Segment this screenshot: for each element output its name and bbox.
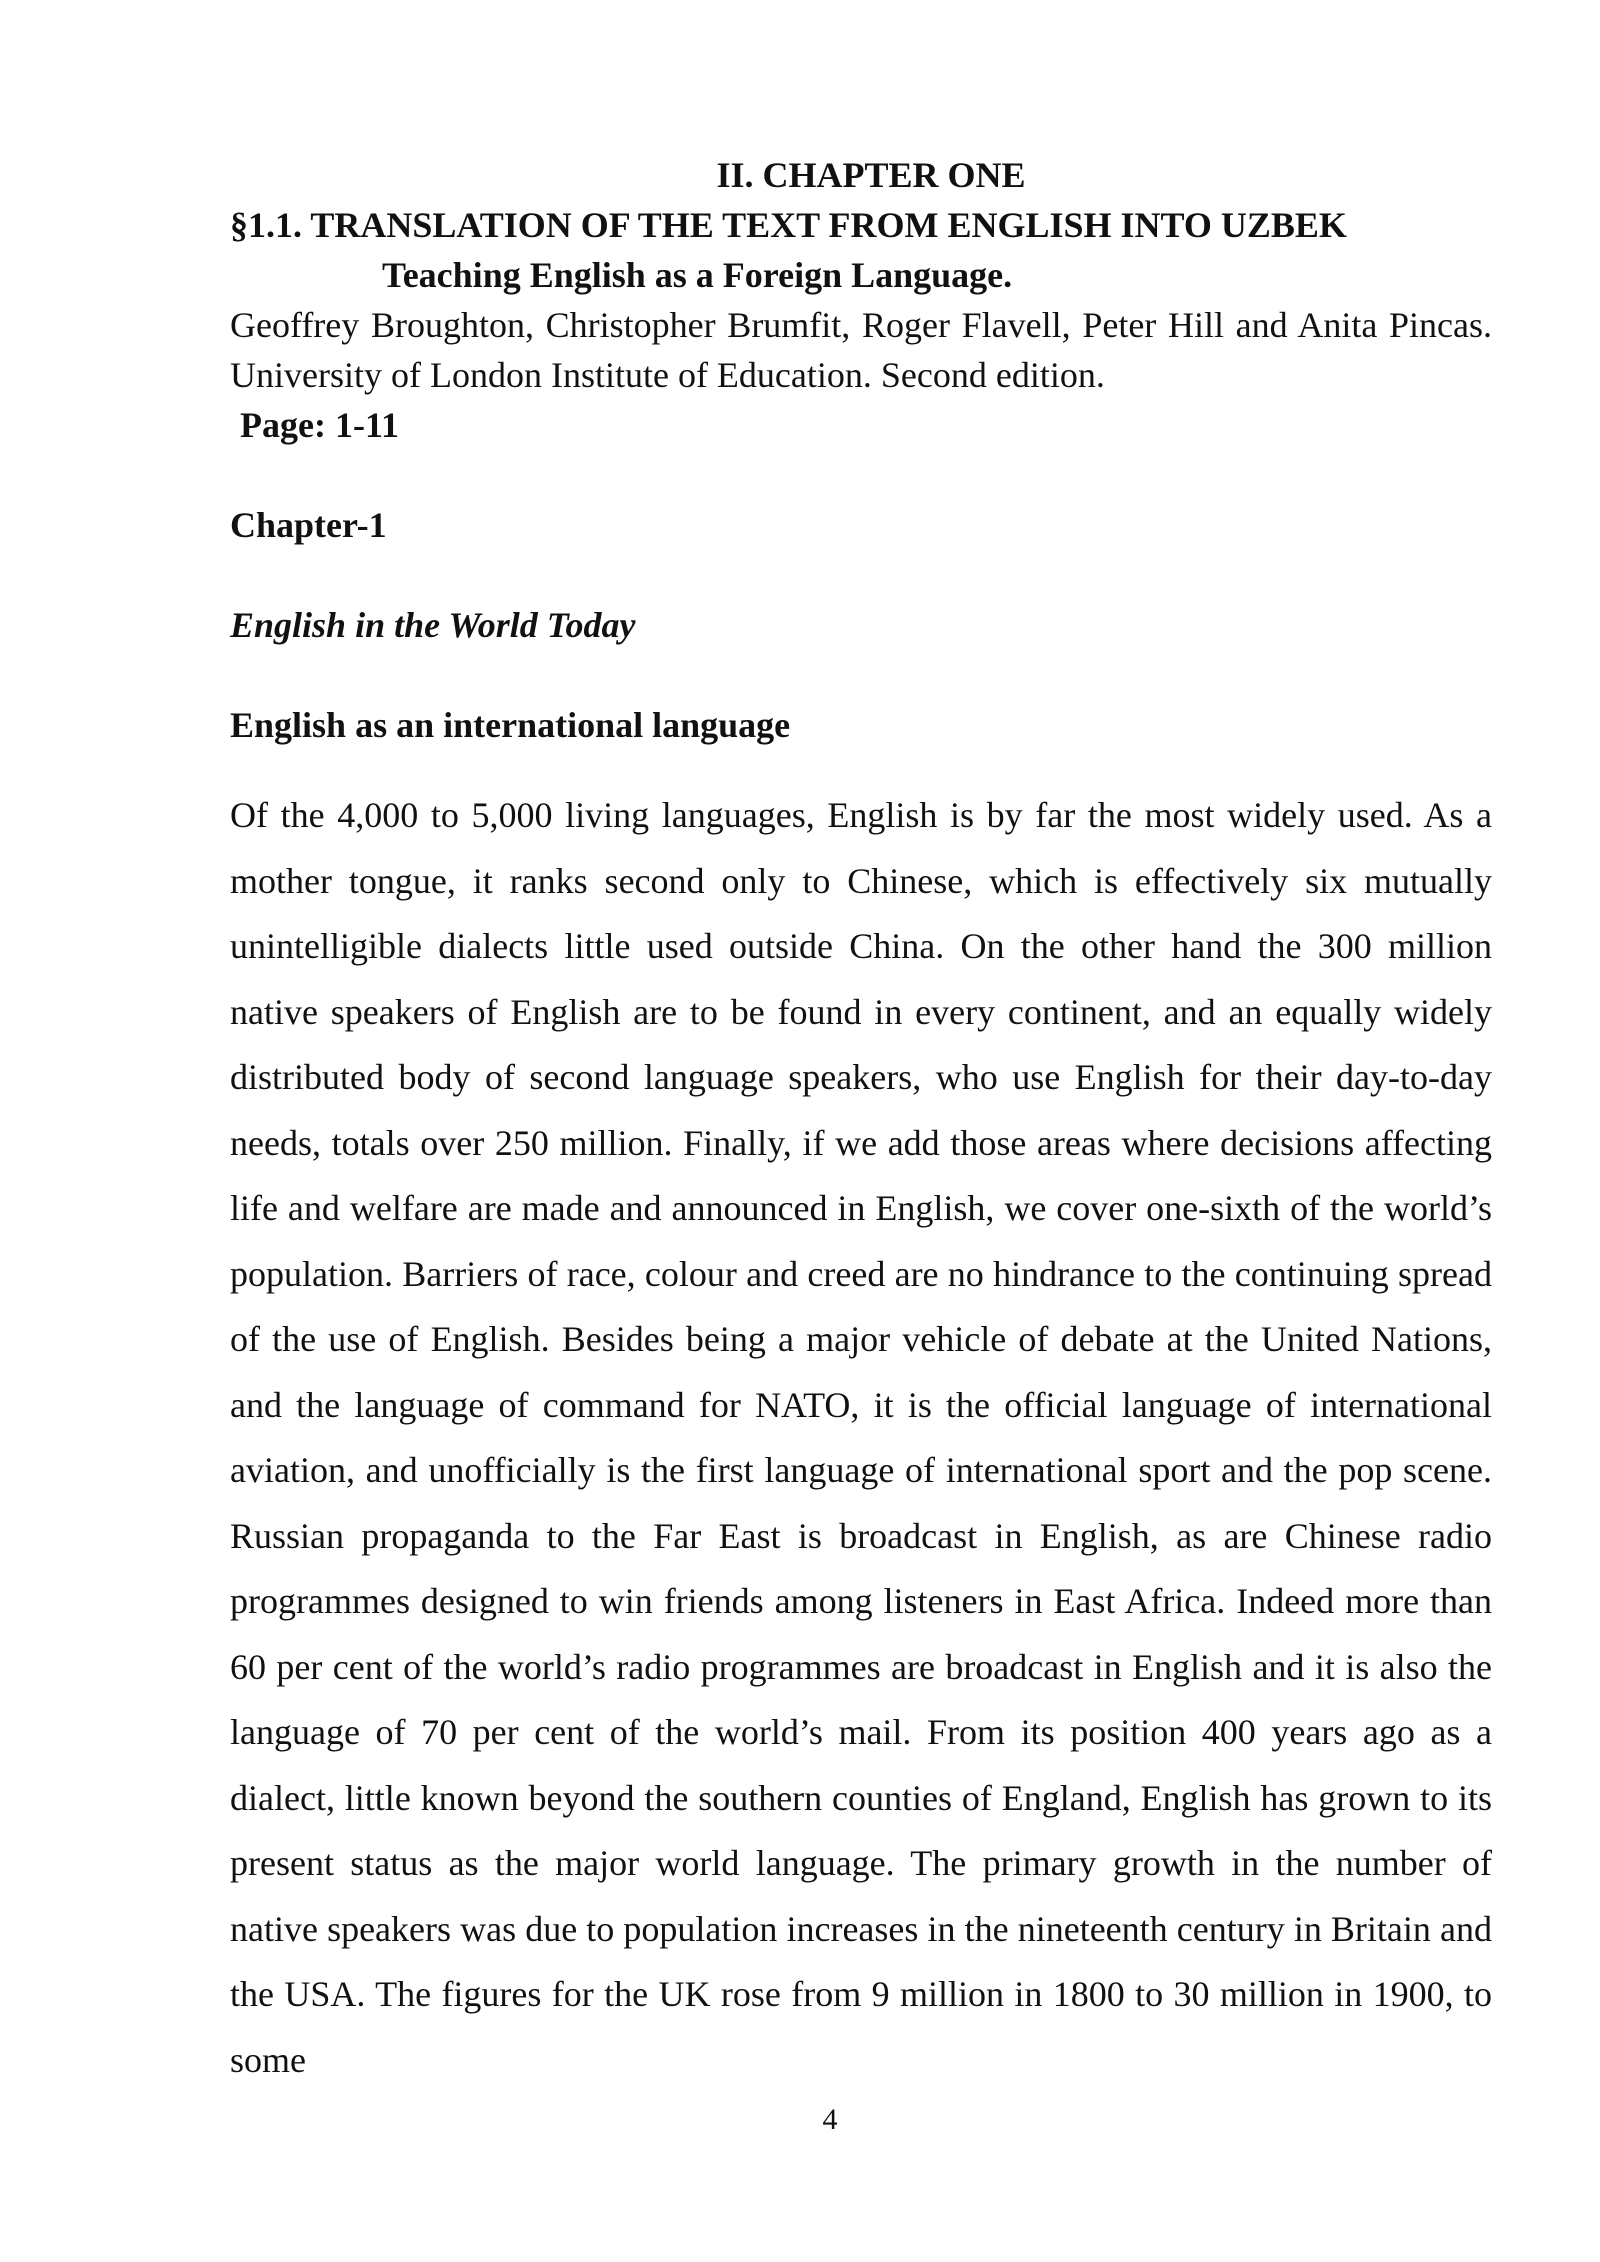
chapter-label: Chapter-1 bbox=[230, 505, 387, 545]
page-number: 4 bbox=[822, 2103, 838, 2136]
body-paragraph: Of the 4,000 to 5,000 living languages, English is by far the most widely used. As a mother tongue, it ranks second only to Chinese, which is effectively six mutually unintelligible dialects little used outside China. On the other hand the 300 million native speakers of English are to be found in every continent, and an equally widely distributed body of second language speakers, who use English for their day-to-day needs, totals over 250 million. Finally, if we add those areas where decisions affecting life and welfare are made and announced in English, we cover one-sixth of the world’s population. Barriers of race, colour and creed are no hindrance to the continuing spread of the use of English. Besides being a major vehicle of debate at the United Nations, and the language of command for NATO, it is the official language of international aviation, and unofficially is the first language of international sport and the pop scene. Russian propaganda to the Far East is broadcast in English, as are Chinese radio programmes designed to win friends among listeners in East Africa. Indeed more than 60 per cent of the world’s radio programmes are broadcast in English and it is also the language of 70 per cent of the world’s mail. From its position 400 years ago as a dialect, little known beyond the southern counties of England, English has grown to its present status as the major world language. The primary growth in the number of native speakers was due to population increases in the nineteenth century in Britain and the USA. The figures for the UK rose from 9 million in 1800 to 30 million in 1900, to some bbox=[230, 795, 1492, 2080]
book-title: Teaching English as a Foreign Language. bbox=[382, 255, 1013, 295]
page-content bbox=[230, 150, 1492, 2093]
section-title: §1.1. TRANSLATION OF THE TEXT FROM ENGLISH INTO UZBEK bbox=[230, 205, 1347, 245]
page-reference: Page: 1-11 bbox=[240, 405, 399, 445]
chapter-title: II. CHAPTER ONE bbox=[716, 155, 1026, 195]
chapter-heading: English in the World Today bbox=[230, 605, 636, 645]
section-subheading: English as an international language bbox=[230, 705, 791, 745]
authors-line: Geoffrey Broughton, Christopher Brumfit, Roger Flavell, Peter Hill and Anita Pincas. University of London Institute of Education. Second edition. bbox=[230, 305, 1492, 395]
